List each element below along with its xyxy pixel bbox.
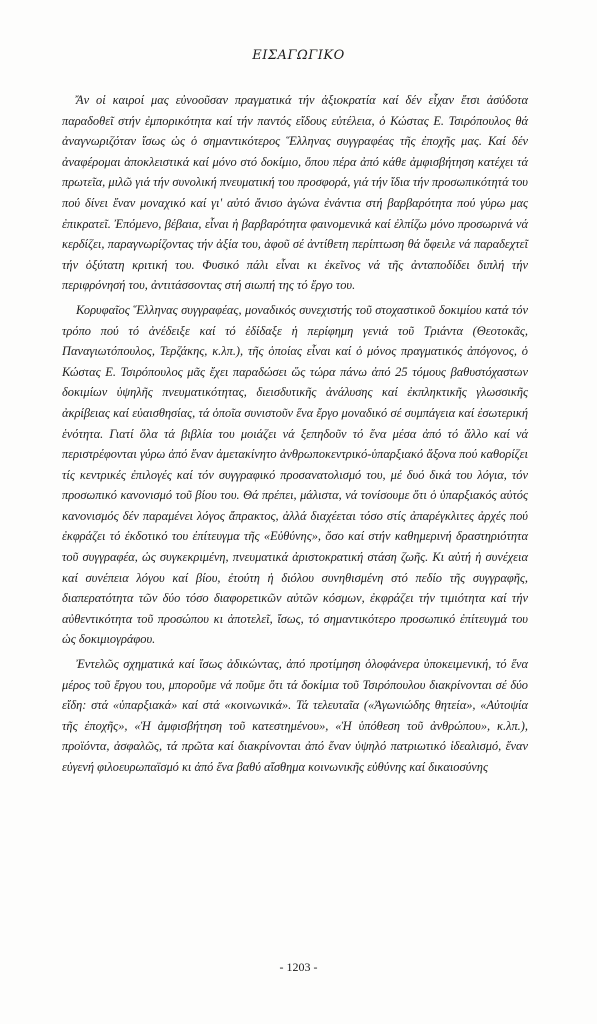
page-number: - 1203 - — [279, 960, 318, 974]
paragraph-2: Κορυφαῖος Ἕλληνας συγγραφέας, μοναδικός συνεχιστής τοῦ στοχαστικοῦ δοκιμίου κατά τόν τρόπο πού τό ἀνέδειξε καί τό ἐδίδαξε ἡ περίφημη γενιά τοῦ Τριάντα (Θεοτοκᾶς, Παναγιωτόπουλος, Τερζάκης, κ.λπ.), τῆς ὁποίας εἶναι καί ὁ μόνος πραγματικός ἀπόγονος, ὁ Κώστας Ε. Τσιρόπουλος μᾶς ἔχει παραδώσει ὥς τώρα πάνω ἀπό 25 τόμους βαθυστόχαστων δοκιμίων ὑψηλῆς πνευματικότητας, διεισδυτικῆς ἀνάλυσης καί ἐκπληκτικῆς γλωσσικῆς ἀκρίβειας καί εὐαισθησίας, τά ὁποῖα συνιστοῦν ἕνα ἔργο μοναδικό σέ συμπάγεια καί ἐσωτερική ἑνότητα. Γιατί ὅλα τά βιβλία του μοιάζει νά ξεπηδοῦν τό ἕνα μέσα ἀπό τό ἄλλο καί νά περιστρέφονται γύρω ἀπό ἕναν ἀμετακίνητο ἀνθρωποκεντρικό-ὑπαρξιακό ἄξονα πού καθορίζει τίς κεντρικές ἐπιλογές καί τόν συγγραφικό προσανατολισμό του, μέ δυό δικά του λόγια, τόν προσωπικό κανονισμό τοῦ βίου του. Θά πρέπει, μάλιστα, νά τονίσουμε ὅτι ὁ ὑπαρξιακός αὐτός κανονισμός δέν παραμένει λόγος ἄπρακτος, ἀλλά διαχέεται τόσο στίς ἀπαρέγκλιτες ἀρχές πού ἐκφράζει τό ἐκδοτικό του ἐπίτευγμα τῆς «Εὐθύνης», ὅσο καί στήν καθημερινή δραστηριότητα τοῦ συγγραφέα, ὡς συγκεκριμένη, πνευματικά ἀριστοκρατική στάση ζωῆς. Κι αὐτή ἡ συνέχεια καί συνέπεια λόγου καί βίου, ἐτούτη ἡ διόλου συνηθισμένη στό πεδίο τῆς συγγραφῆς, διαπερατότητα τῶν δύο τόσο διαφορετικῶν αὐτῶν κόσμων, ἐκφράζει τήν τιμιότητα καί τήν αὐθεντικότητα τοῦ προσώπου κι ἀποτελεῖ, ἴσως, τό σημαντικότερο προσωπικό ἐπίτευγμά του ὡς δοκιμιογράφου. — [62, 302, 528, 647]
chapter-title: ΕΙΣΑΓΩΓΙΚΟ — [252, 48, 345, 63]
paragraph-1: Ἄν οἱ καιροί μας εὐνοοῦσαν πραγματικά τήν ἀξιοκρατία καί δέν εἶχαν ἔτσι ἀσύδοτα παραδοθεῖ στήν ἐμπορικότητα καί τήν παντός εἴδους εὐτέλεια, ὁ Κώστας Ε. Τσιρόπουλος θά ἀναγνωριζόταν ἴσως ὡς ὁ σημαντικότερος Ἕλληνας συγγραφέας τῆς ἐποχῆς μας. Καί δέν ἀναφέρομαι ἀποκλειστικά καί μόνο στό δοκίμιο, ὅπου πέρα ἀπό κάθε ἀμφισβήτηση κατέχει τά πρωτεῖα, μιλῶ γιά τήν συνολική πνευματική του προσφορά, γιά τήν ἴδια τήν προσωπικότητά του πού δίνει ἕναν μοναχικό καί γι' αὐτό ἄνισο ἀγώνα ἐνάντια στή βαρβαρότητα πού γύρω μας ἐπικρατεῖ. Ἐπόμενο, βέβαια, εἶναι ἡ βαρβαρότητα φαινομενικά καί ἐλπίζω μόνο προσωρινά νά κερδίζει, παραγνωρίζοντας τήν ἀξία του, ἀφοῦ σέ ἀντίθετη περίπτωση θά ὄφειλε νά παραδεχτεῖ τήν ὀξύτατη κριτική του. Φυσικό πάλι εἶναι κι ἐκεῖνος νά τῆς ἀνταποδίδει διπλή τήν περιφρόνησή του, ἀντιτάσσοντας στή σιωπή της τό ἔργο του. — [62, 93, 528, 293]
body-text — [62, 90, 528, 782]
paragraph-3: Ἐντελῶς σχηματικά καί ἴσως ἀδικώντας, ἀπό προτίμηση ὁλοφάνερα ὑποκειμενική, τό ἕνα μέρος τοῦ ἔργου του, μποροῦμε νά ποῦμε ὅτι τά δοκίμια τοῦ Τσιρόπουλου διακρίνονται σέ δύο εἴδη: στά «ὑπαρξιακά» καί στά «κοινωνικά». Τά τελευταῖα («Ἀγωνιώδης θητεία», «Αὐτοψία τῆς ἐποχῆς», «Ἡ ἀμφισβήτηση τοῦ κατεστημένου», «Ἡ ὑπόθεση τοῦ ἀνθρώπου», κ.λπ.), προϊόντα, ἀσφαλῶς, τά πρῶτα καί διακρίνονται ἀπό ἕναν ὑψηλό πατριωτικό ἰδεαλισμό, ἕναν εὐγενή φιλοευρωπαϊσμό κι ἀπό ἕνα βαθύ αἴσθημα κοινωνικῆς εὐθύνης καί δικαιοσύνης — [62, 657, 528, 774]
